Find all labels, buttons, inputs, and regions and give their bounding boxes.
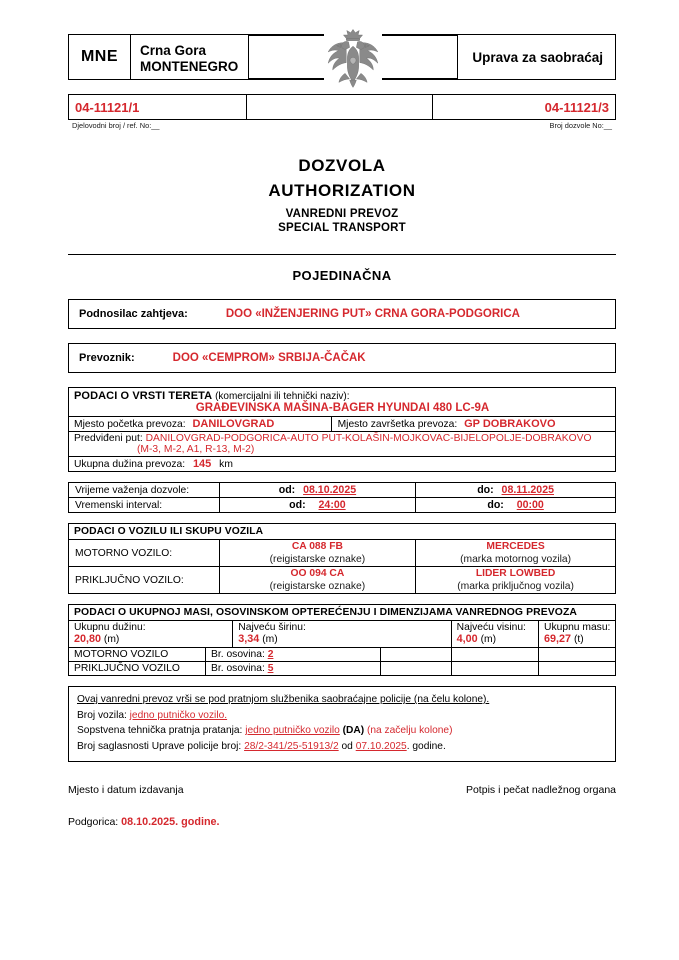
interval-from-label: od: — [289, 499, 306, 511]
trailer-axles-blank-1 — [380, 662, 451, 676]
trailer-vehicle-row — [69, 567, 615, 581]
cargo-start-value: DANILOVGRAD — [192, 418, 275, 430]
country-code: MNE — [69, 35, 131, 79]
issue-place-value — [68, 816, 616, 828]
cargo-route-label: Predviđeni put: — [74, 433, 143, 444]
trailer-brand-caption: (marka priključnog vozila) — [416, 580, 615, 593]
trailer-vehicle-brand: LIDER LOWBED — [416, 567, 615, 581]
reference-captions — [68, 120, 616, 130]
cargo-route-roads: (M-3, M-2, A1, R-13, M-2) — [137, 444, 255, 455]
mass-label: Ukupnu masu: — [544, 622, 611, 633]
tech-escort-suffix: (na začelju kolone) — [366, 725, 453, 736]
validity-table — [69, 483, 615, 512]
escort-vehicle-count-label: Broj vozila: — [77, 709, 127, 721]
trailer-axles-label: Br. osovina: — [211, 663, 265, 674]
validity-dates-label: Vrijeme važenja dozvole: — [69, 483, 219, 498]
cargo-distance-unit: km — [219, 459, 233, 470]
police-consent-label: Broj saglasnosti Uprave policije broj: — [77, 740, 242, 752]
footer-labels — [68, 784, 616, 796]
cargo-end-value: GP DOBRAKOVO — [464, 418, 556, 430]
trailer-axles-blank-3 — [539, 662, 615, 676]
dimensions-table — [69, 605, 615, 675]
title-main-english: AUTHORIZATION — [268, 181, 416, 200]
validity-from-date: 08.10.2025 — [303, 484, 357, 496]
validity-to-label: do: — [477, 484, 494, 496]
interval-label: Vremenski interval: — [69, 498, 219, 513]
escort-line-3 — [77, 723, 607, 739]
document-page — [68, 0, 616, 960]
carrier-label: Prevoznik: — [79, 352, 135, 364]
police-consent-suffix: . godine. — [406, 740, 446, 752]
dimensions-title-row — [69, 605, 615, 621]
carrier-row — [68, 343, 616, 373]
cargo-route-value: DANILOVGRAD-PODGORICA-AUTO PUT-KOLAŠIN-MOJKOVAC-BIJELOPOLJE-DOBRAKOVO — [145, 433, 592, 444]
authorization-kind: POJEDINAČNA — [292, 268, 392, 283]
motor-axles-blank-1 — [380, 648, 451, 662]
header-emblem-area — [249, 34, 457, 80]
trailer-plate-caption: (reigistarske oznake) — [219, 580, 416, 593]
width-unit: (m) — [262, 634, 278, 645]
escort-line-4 — [77, 739, 607, 755]
cargo-start-label: Mjesto početka prevoza: — [74, 419, 186, 430]
police-consent-number: 28/2-341/25-51913/2 — [244, 740, 339, 752]
interval-to-label: do: — [487, 499, 504, 511]
escort-vehicle-count-value: jedno putničko vozilo. — [129, 709, 228, 721]
length-value: 20,80 — [74, 633, 102, 645]
cargo-end-label: Mjesto završetka prevoza: — [337, 419, 458, 430]
tech-escort-label: Sopstvena tehnička pratnja pratanja: — [77, 725, 243, 736]
applicant-label: Podnosilac zahtjeva: — [79, 308, 188, 320]
height-unit: (m) — [480, 634, 496, 645]
cargo-section-note: (komercijalni ili tehnički naziv): — [215, 391, 350, 402]
reference-number-row — [68, 94, 616, 120]
width-label: Najveću širinu: — [238, 622, 306, 633]
motor-plate-caption: (reigistarske oznake) — [219, 553, 416, 567]
motor-brand-caption: (marka motornog vozila) — [416, 553, 615, 567]
cargo-route-line — [74, 433, 611, 444]
escort-line-1-text: Ovaj vanredni prevoz vrši se pod pratnjom službenika saobraćajne policije (na čelu kolone). — [77, 694, 490, 705]
width-value: 3,34 — [238, 633, 260, 645]
country-name-english: MONTENEGRO — [140, 58, 239, 74]
country-names — [131, 35, 248, 79]
cargo-name: GRAĐEVINSKA MAŠINA-BAGER HYUNDAI 480 LC-9A — [195, 402, 490, 414]
trailer-axles-blank-2 — [451, 662, 538, 676]
dimensions-section — [68, 604, 616, 676]
country-identity-box — [68, 34, 249, 80]
cargo-section — [68, 387, 616, 472]
applicant-value: DOO «INŽENJERING PUT» CRNA GORA-PODGORICA — [225, 308, 520, 320]
escort-line-1 — [77, 692, 607, 708]
dimensions-values-row — [69, 621, 615, 648]
motor-vehicle-label: MOTORNO VOZILO: — [69, 540, 219, 567]
motor-axles-value: 2 — [267, 649, 274, 660]
motor-vehicle-row — [69, 540, 615, 554]
escort-line-2 — [77, 708, 607, 724]
reference-number-left: 04-11121/1 — [69, 95, 247, 119]
carrier-value: DOO «CEMPROM» SRBIJA-ČAČAK — [172, 352, 366, 364]
title-sub-local: VANREDNI PREVOZ — [285, 208, 399, 220]
vehicle-section — [68, 523, 616, 594]
cargo-section-title: PODACI O VRSTI TERETA — [74, 390, 213, 402]
interval-from-time: 24:00 — [318, 499, 346, 511]
validity-section — [68, 482, 616, 513]
length-unit: (m) — [103, 634, 120, 645]
interval-to-time: 00:00 — [516, 499, 544, 511]
tech-escort-value: jedno putničko vozilo — [245, 725, 340, 736]
motor-axles-label: Br. osovina: — [211, 649, 265, 660]
police-consent-mid: od — [341, 740, 353, 752]
title-divider — [68, 254, 616, 255]
motor-axles-vehicle-label: MOTORNO VOZILO — [69, 648, 206, 662]
cargo-route-row — [69, 432, 615, 457]
trailer-axles-vehicle-label: PRIKLJUČNO VOZILO — [69, 662, 206, 676]
reference-caption-right: Broj dozvole No:__ — [549, 121, 612, 130]
cargo-table — [69, 388, 615, 471]
validity-to-date: 08.11.2025 — [501, 484, 554, 496]
reference-number-right: 04-11121/3 — [544, 99, 609, 115]
validity-from-label: od: — [278, 484, 296, 496]
trailer-axles-row — [69, 662, 615, 676]
escort-note-section — [68, 686, 616, 762]
trailer-axles-value: 5 — [267, 663, 274, 674]
document-header — [68, 34, 616, 80]
reference-caption-left: Djelovodni broj / ref. No:__ — [72, 121, 160, 130]
mass-unit: (t) — [573, 634, 584, 645]
trailer-vehicle-plate: OO 094 CA — [219, 567, 416, 581]
issue-date: 08.10.2025. godine. — [121, 816, 220, 828]
motor-axles-blank-2 — [451, 648, 538, 662]
cargo-name-row — [69, 402, 615, 417]
motor-axles-row — [69, 648, 615, 662]
dimensions-section-title: PODACI O UKUPNOJ MASI, OSOVINSKOM OPTEREĆENJU I DIMENZIJAMA VANREDNOG PREVOZA — [69, 605, 615, 621]
title-main-local: DOZVOLA — [298, 156, 386, 175]
issuing-authority: Uprava za saobraćaj — [457, 34, 616, 80]
vehicle-section-title: PODACI O VOZILU ILI SKUPU VOZILA — [69, 524, 615, 540]
tech-escort-flag: (DA) — [342, 725, 365, 736]
validity-dates-row — [69, 483, 615, 498]
cargo-places-row — [69, 417, 615, 432]
height-label: Najveću visinu: — [456, 622, 526, 633]
trailer-vehicle-label: PRIKLJUČNO VOZILO: — [69, 567, 219, 594]
validity-interval-row — [69, 498, 615, 513]
police-consent-date: 07.10.2025 — [355, 740, 407, 752]
reference-number-middle — [247, 95, 433, 119]
motor-vehicle-plate: CA 088 FB — [219, 540, 416, 554]
cargo-distance-label: Ukupna dužina prevoza: — [74, 459, 186, 470]
document-titles — [68, 156, 616, 234]
montenegro-coat-of-arms-icon — [324, 26, 382, 88]
title-sub-english: SPECIAL TRANSPORT — [278, 222, 406, 234]
length-label: Ukupnu dužinu: — [74, 622, 146, 633]
signature-stamp-label: Potpis i pečat nadležnog organa — [465, 784, 616, 796]
cargo-distance-value: 145 — [192, 458, 212, 470]
height-value: 4,00 — [456, 633, 478, 645]
vehicle-table — [69, 524, 615, 593]
motor-vehicle-brand: MERCEDES — [416, 540, 615, 554]
issue-city: Podgorica: — [68, 816, 119, 828]
cargo-title-row — [69, 388, 615, 402]
vehicle-title-row — [69, 524, 615, 540]
mass-value: 69,27 — [544, 633, 572, 645]
country-name-local: Crna Gora — [140, 43, 207, 59]
motor-axles-blank-3 — [539, 648, 615, 662]
applicant-row — [68, 299, 616, 329]
cargo-distance-row — [69, 457, 615, 472]
issue-place-label: Mjesto i datum izdavanja — [68, 784, 184, 796]
